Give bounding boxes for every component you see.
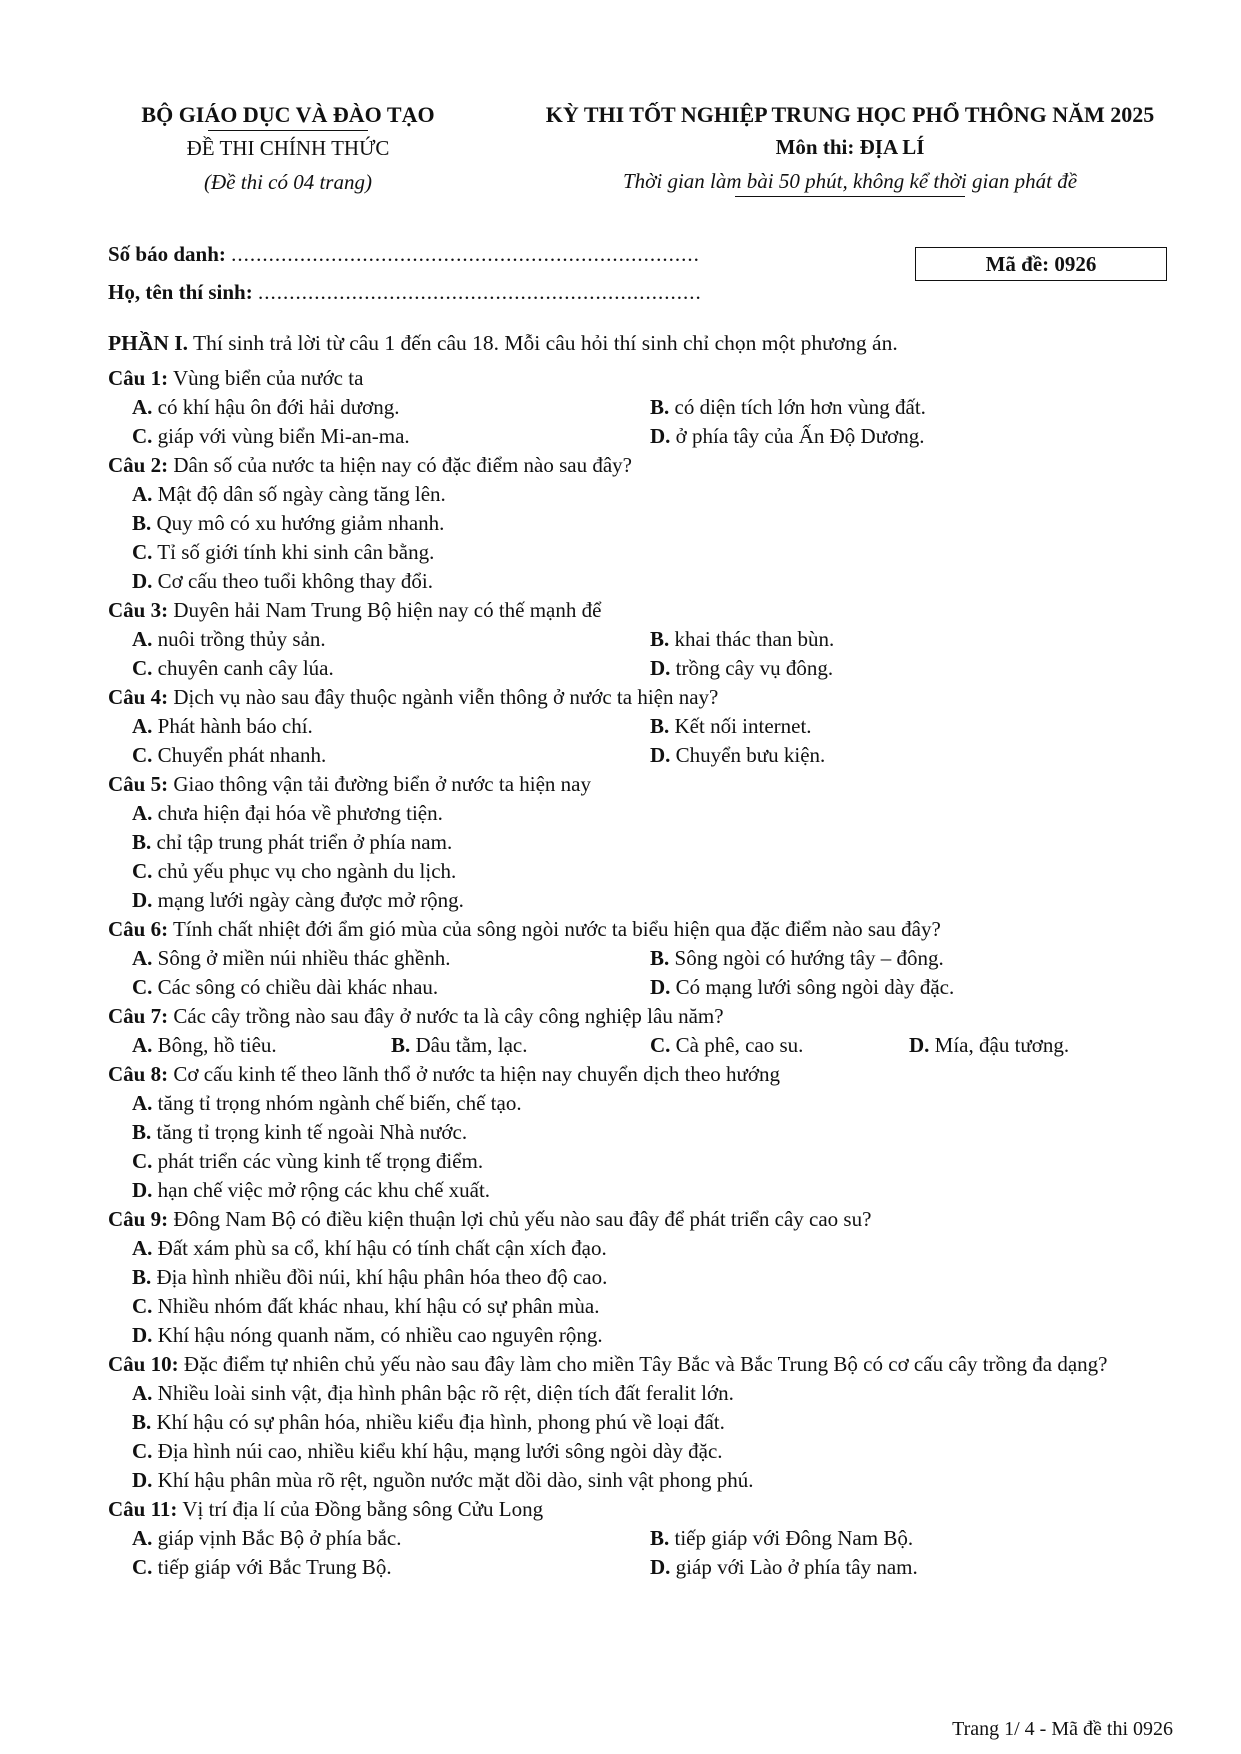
- option-b: B. tiếp giáp với Đông Nam Bộ.: [650, 1526, 914, 1550]
- header-left: [108, 100, 468, 197]
- option-c: C. Địa hình núi cao, nhiều kiểu khí hậu, mạng lưới sông ngòi dày đặc.: [132, 1439, 723, 1463]
- option-b: B. chỉ tập trung phát triển ở phía nam.: [132, 830, 453, 854]
- option-a: A. nuôi trồng thủy sản.: [132, 627, 326, 651]
- candidate-id-field: [108, 242, 700, 267]
- option-c: C. chuyên canh cây lúa.: [132, 656, 334, 680]
- option-a: A. Bông, hồ tiêu.: [132, 1033, 277, 1057]
- option-a: A. tăng tỉ trọng nhóm ngành chế biến, chế tạo.: [132, 1091, 522, 1115]
- question-number: Câu 10:: [108, 1352, 179, 1376]
- question-number: Câu 3:: [108, 598, 169, 622]
- question-stem: Vùng biển của nước ta: [172, 366, 364, 390]
- question-number: Câu 8:: [108, 1062, 169, 1086]
- option-a: A. Phát hành báo chí.: [132, 714, 313, 738]
- time-underline: [735, 196, 965, 197]
- candidate-id-dots: ...........................................................................: [231, 242, 700, 266]
- ministry-name: BỘ GIÁO DỤC VÀ ĐÀO TẠO: [141, 102, 435, 127]
- exam-code-box: Mã đề: 0926: [915, 247, 1167, 281]
- option-d: D. Có mạng lưới sông ngòi dày đặc.: [650, 975, 955, 999]
- question-stem: Dân số của nước ta hiện nay có đặc điểm nào sau đây?: [173, 453, 632, 477]
- question-6: [108, 915, 1176, 1002]
- question-stem: Các cây trồng nào sau đây ở nước ta là cây công nghiệp lâu năm?: [173, 1004, 724, 1028]
- question-11: [108, 1495, 1176, 1582]
- question-4: [108, 683, 1176, 770]
- option-d: D. Khí hậu nóng quanh năm, có nhiều cao nguyên rộng.: [132, 1323, 603, 1347]
- pages-note: (Đề thi có 04 trang): [204, 170, 372, 194]
- question-9: [108, 1205, 1176, 1350]
- option-c: C. Chuyển phát nhanh.: [132, 743, 327, 767]
- question-number: Câu 2:: [108, 453, 169, 477]
- question-1: [108, 364, 1176, 451]
- question-5: [108, 770, 1176, 915]
- question-stem: Đặc điểm tự nhiên chủ yếu nào sau đây làm cho miền Tây Bắc và Bắc Trung Bộ có cơ cấu cây trồng đa dạng?: [183, 1352, 1108, 1376]
- candidate-id-label: Số báo danh:: [108, 242, 226, 266]
- option-a: A. giáp vịnh Bắc Bộ ở phía bắc.: [132, 1526, 402, 1550]
- option-d: D. mạng lưới ngày càng được mở rộng.: [132, 888, 464, 912]
- question-stem: Tính chất nhiệt đới ẩm gió mùa của sông ngòi nước ta biểu hiện qua đặc điểm nào sau đây?: [172, 917, 941, 941]
- option-b: B. tăng tỉ trọng kinh tế ngoài Nhà nước.: [132, 1120, 468, 1144]
- question-stem: Vị trí địa lí của Đồng bằng sông Cửu Long: [182, 1497, 544, 1521]
- question-stem: Giao thông vận tải đường biển ở nước ta hiện nay: [173, 772, 591, 796]
- option-b: B. Địa hình nhiều đồi núi, khí hậu phân hóa theo độ cao.: [132, 1265, 608, 1289]
- option-d: D. Mía, đậu tương.: [909, 1033, 1070, 1057]
- candidate-name-field: [108, 280, 702, 305]
- option-d: D. Khí hậu phân mùa rõ rệt, nguồn nước mặt dồi dào, sinh vật phong phú.: [132, 1468, 754, 1492]
- option-c: C. giáp với vùng biển Mi-an-ma.: [132, 424, 410, 448]
- question-number: Câu 5:: [108, 772, 169, 796]
- question-number: Câu 7:: [108, 1004, 169, 1028]
- option-b: B. có diện tích lớn hơn vùng đất.: [650, 395, 926, 419]
- exam-title: KỲ THI TỐT NGHIỆP TRUNG HỌC PHỔ THÔNG NĂM 2025: [545, 102, 1155, 127]
- option-d: D. hạn chế việc mở rộng các khu chế xuất.: [132, 1178, 491, 1202]
- option-d: D. Chuyển bưu kiện.: [650, 743, 826, 767]
- option-d: D. Cơ cấu theo tuổi không thay đổi.: [132, 569, 433, 593]
- question-number: Câu 1:: [108, 366, 169, 390]
- option-c: C. Các sông có chiều dài khác nhau.: [132, 975, 439, 999]
- option-a: A. có khí hậu ôn đới hải dương.: [132, 395, 400, 419]
- option-b: B. Dâu tằm, lạc.: [391, 1033, 528, 1057]
- part-text: Thí sinh trả lời từ câu 1 đến câu 18. Mỗi câu hỏi thí sinh chỉ chọn một phương án.: [193, 331, 898, 355]
- option-d: D. ở phía tây của Ấn Độ Dương.: [650, 424, 925, 448]
- question-10: [108, 1350, 1176, 1495]
- official-label: ĐỀ THI CHÍNH THỨC: [186, 136, 390, 160]
- question-number: Câu 6:: [108, 917, 169, 941]
- question-stem: Cơ cấu kinh tế theo lãnh thổ ở nước ta hiện nay chuyển dịch theo hướng: [173, 1062, 780, 1086]
- option-c: C. Cà phê, cao su.: [650, 1033, 804, 1057]
- option-a: A. chưa hiện đại hóa về phương tiện.: [132, 801, 443, 825]
- time-note: Thời gian làm bài 50 phút, không kể thời gian phát đề: [622, 169, 1078, 193]
- question-stem: Duyên hải Nam Trung Bộ hiện nay có thế mạnh để: [173, 598, 602, 622]
- option-a: A. Sông ở miền núi nhiều thác ghềnh.: [132, 946, 451, 970]
- question-2: [108, 451, 1176, 596]
- questions-area: [108, 328, 1176, 1582]
- question-7: [108, 1002, 1176, 1060]
- part-instruction: [108, 328, 1176, 364]
- option-c: C. Tỉ số giới tính khi sinh cân bằng.: [132, 540, 435, 564]
- candidate-name-label: Họ, tên thí sinh:: [108, 280, 253, 304]
- question-number: Câu 4:: [108, 685, 169, 709]
- question-number: Câu 9:: [108, 1207, 169, 1231]
- question-stem: Dịch vụ nào sau đây thuộc ngành viễn thông ở nước ta hiện nay?: [173, 685, 719, 709]
- option-a: A. Đất xám phù sa cổ, khí hậu có tính chất cận xích đạo.: [132, 1236, 607, 1260]
- option-a: A. Nhiều loài sinh vật, địa hình phân bậc rõ rệt, diện tích đất feralit lớn.: [132, 1381, 734, 1405]
- option-b: B. Sông ngòi có hướng tây – đông.: [650, 946, 944, 970]
- candidate-name-dots: .......................................................................: [257, 280, 702, 304]
- option-a: A. Mật độ dân số ngày càng tăng lên.: [132, 482, 446, 506]
- option-b: B. khai thác than bùn.: [650, 627, 835, 651]
- page-footer: Trang 1/ 4 - Mã đề thi 0926: [952, 1718, 1173, 1740]
- question-stem: Đông Nam Bộ có điều kiện thuận lợi chủ yếu nào sau đây để phát triển cây cao su?: [173, 1207, 872, 1231]
- option-c: C. phát triển các vùng kinh tế trọng điểm.: [132, 1149, 484, 1173]
- subject-line: Môn thi: ĐỊA LÍ: [775, 135, 925, 159]
- question-8: [108, 1060, 1176, 1205]
- option-d: D. giáp với Lào ở phía tây nam.: [650, 1555, 918, 1579]
- option-b: B. Kết nối internet.: [650, 714, 812, 738]
- option-c: C. tiếp giáp với Bắc Trung Bộ.: [132, 1555, 392, 1579]
- option-b: B. Khí hậu có sự phân hóa, nhiều kiểu địa hình, phong phú về loại đất.: [132, 1410, 725, 1434]
- question-3: [108, 596, 1176, 683]
- question-number: Câu 11:: [108, 1497, 178, 1521]
- part-label: PHẦN I.: [108, 331, 189, 355]
- ministry-underline: [208, 130, 368, 131]
- option-c: C. Nhiều nhóm đất khác nhau, khí hậu có sự phân mùa.: [132, 1294, 600, 1318]
- option-c: C. chủ yếu phục vụ cho ngành du lịch.: [132, 859, 457, 883]
- header-right: [500, 100, 1200, 197]
- option-d: D. trồng cây vụ đông.: [650, 656, 834, 680]
- option-b: B. Quy mô có xu hướng giảm nhanh.: [132, 511, 445, 535]
